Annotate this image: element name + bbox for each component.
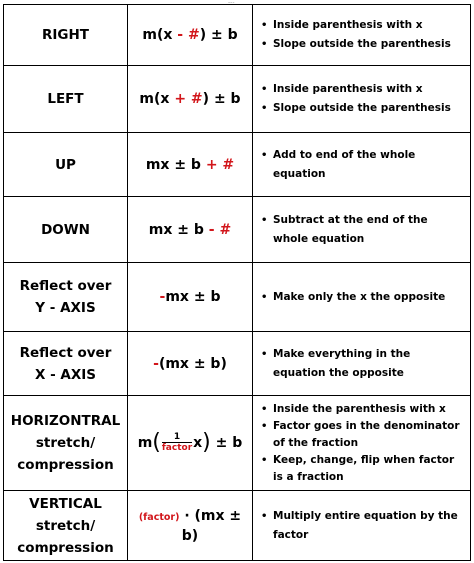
note-item — [259, 211, 466, 249]
notes-cell — [253, 396, 471, 491]
equation-cell — [128, 66, 253, 133]
bullet-icon: • — [261, 39, 268, 50]
fraction-denominator: factor — [161, 443, 193, 453]
eq-red-part: (factor) — [138, 511, 180, 523]
eq-part: ± b — [215, 435, 243, 451]
note-item — [259, 99, 466, 118]
transformation-name — [4, 263, 128, 332]
equation-cell — [128, 332, 253, 396]
note-item — [259, 288, 466, 307]
bullet-icon: • — [261, 510, 268, 522]
fraction-numerator: 1 — [162, 432, 192, 443]
eq-part: ) ± b — [199, 27, 238, 43]
eq-red-part: - — [159, 289, 166, 305]
eq-red-part: + # — [205, 156, 235, 173]
name-line: Reflect over — [19, 278, 112, 294]
transformation-name — [4, 5, 128, 66]
bullet-icon: • — [261, 403, 268, 415]
notes-cell — [253, 491, 471, 561]
note-text: Inside parenthesis with x — [273, 19, 423, 31]
notes-cell — [253, 332, 471, 396]
note-item — [259, 418, 466, 452]
eq-part: mx ± b — [148, 221, 204, 238]
equation-cell — [128, 396, 253, 491]
bullet-icon: • — [261, 291, 268, 303]
name-line: X - AXIS — [34, 366, 96, 383]
name-line: DOWN — [41, 221, 90, 238]
equation-cell — [128, 491, 253, 561]
top-mark: --- — [228, 0, 235, 6]
note-text: Inside parenthesis with x — [273, 83, 423, 95]
table-row — [4, 332, 471, 396]
note-item — [259, 35, 466, 54]
note-item — [259, 16, 466, 35]
note-item — [259, 401, 466, 418]
name-line: VERTICAL — [29, 495, 102, 512]
notes-cell — [253, 5, 471, 66]
eq-part: m(x — [139, 91, 170, 107]
bullet-icon: • — [261, 348, 268, 360]
equation-cell — [128, 263, 253, 332]
note-item — [259, 452, 466, 486]
note-text: Factor goes in the denominator of the fraction — [273, 419, 460, 449]
eq-part: ) ± b — [202, 91, 241, 107]
table-row — [4, 133, 471, 197]
eq-part: (mx ± b) — [158, 355, 227, 372]
note-text: Make only the x the opposite — [273, 290, 446, 303]
table-row — [4, 197, 471, 263]
bullet-icon: • — [261, 454, 268, 466]
note-text: Keep, change, flip when factor is a fraction — [273, 453, 455, 483]
name-line: RIGHT — [41, 27, 89, 43]
name-line: HORIZONTRAL — [10, 413, 121, 429]
notes-cell — [253, 133, 471, 197]
transformations-table — [3, 4, 471, 561]
note-text: Slope outside the parenthesis — [273, 102, 451, 114]
equation-cell — [128, 197, 253, 263]
transformation-name — [4, 491, 128, 561]
transformation-name — [4, 332, 128, 396]
note-item — [259, 146, 466, 184]
bullet-icon: • — [261, 214, 268, 226]
note-text: Slope outside the parenthesis — [273, 38, 451, 50]
equation-wrap — [139, 507, 241, 545]
eq-var: x — [193, 435, 203, 451]
note-text: Make everything in the equation the opposite — [273, 347, 411, 379]
eq-part: m(x — [142, 27, 173, 43]
name-line: LEFT — [47, 91, 84, 107]
eq-part: mx ± b — [145, 156, 201, 173]
eq-part: · (mx ± — [184, 507, 242, 524]
note-text: Add to end of the whole equation — [273, 148, 416, 180]
note-item — [259, 80, 466, 99]
note-item — [259, 345, 466, 383]
notes-cell — [253, 263, 471, 332]
note-item — [259, 507, 466, 545]
transformation-name — [4, 396, 128, 491]
eq-red-part: + # — [174, 91, 203, 107]
eq-part: m — [137, 435, 153, 451]
bullet-icon: • — [261, 420, 268, 432]
name-line: compression — [17, 457, 114, 473]
transformation-name — [4, 197, 128, 263]
bullet-icon: • — [261, 103, 268, 114]
eq-red-part: - # — [208, 221, 232, 238]
eq-part: b) — [181, 527, 199, 544]
bullet-icon: • — [261, 149, 268, 161]
table-row — [4, 396, 471, 491]
note-text: Multiply entire equation by the factor — [273, 509, 458, 541]
name-line: stretch/ — [35, 435, 96, 451]
table-row — [4, 66, 471, 133]
note-text: Inside the parenthesis with x — [273, 402, 446, 415]
eq-red-part: - # — [177, 27, 200, 43]
name-line: stretch/ — [35, 517, 96, 534]
eq-red-part: - — [153, 355, 159, 372]
paren-close: ) — [202, 430, 211, 455]
table-row — [4, 491, 471, 561]
notes-cell — [253, 197, 471, 263]
name-line: Reflect over — [19, 344, 112, 361]
bullet-icon: • — [261, 20, 268, 31]
transformation-name — [4, 133, 128, 197]
notes-cell — [253, 66, 471, 133]
fraction — [162, 432, 192, 454]
name-line: compression — [17, 539, 114, 556]
equation-cell — [128, 133, 253, 197]
name-line: Y - AXIS — [35, 300, 96, 316]
table-row — [4, 5, 471, 66]
note-text: Subtract at the end of the whole equation — [273, 213, 428, 245]
transformation-name — [4, 66, 128, 133]
paren-open: ( — [152, 430, 161, 455]
bullet-icon: • — [261, 84, 268, 95]
equation-cell — [128, 5, 253, 66]
table-row — [4, 263, 471, 332]
name-line: UP — [55, 156, 76, 173]
eq-part: mx ± b — [165, 289, 221, 305]
